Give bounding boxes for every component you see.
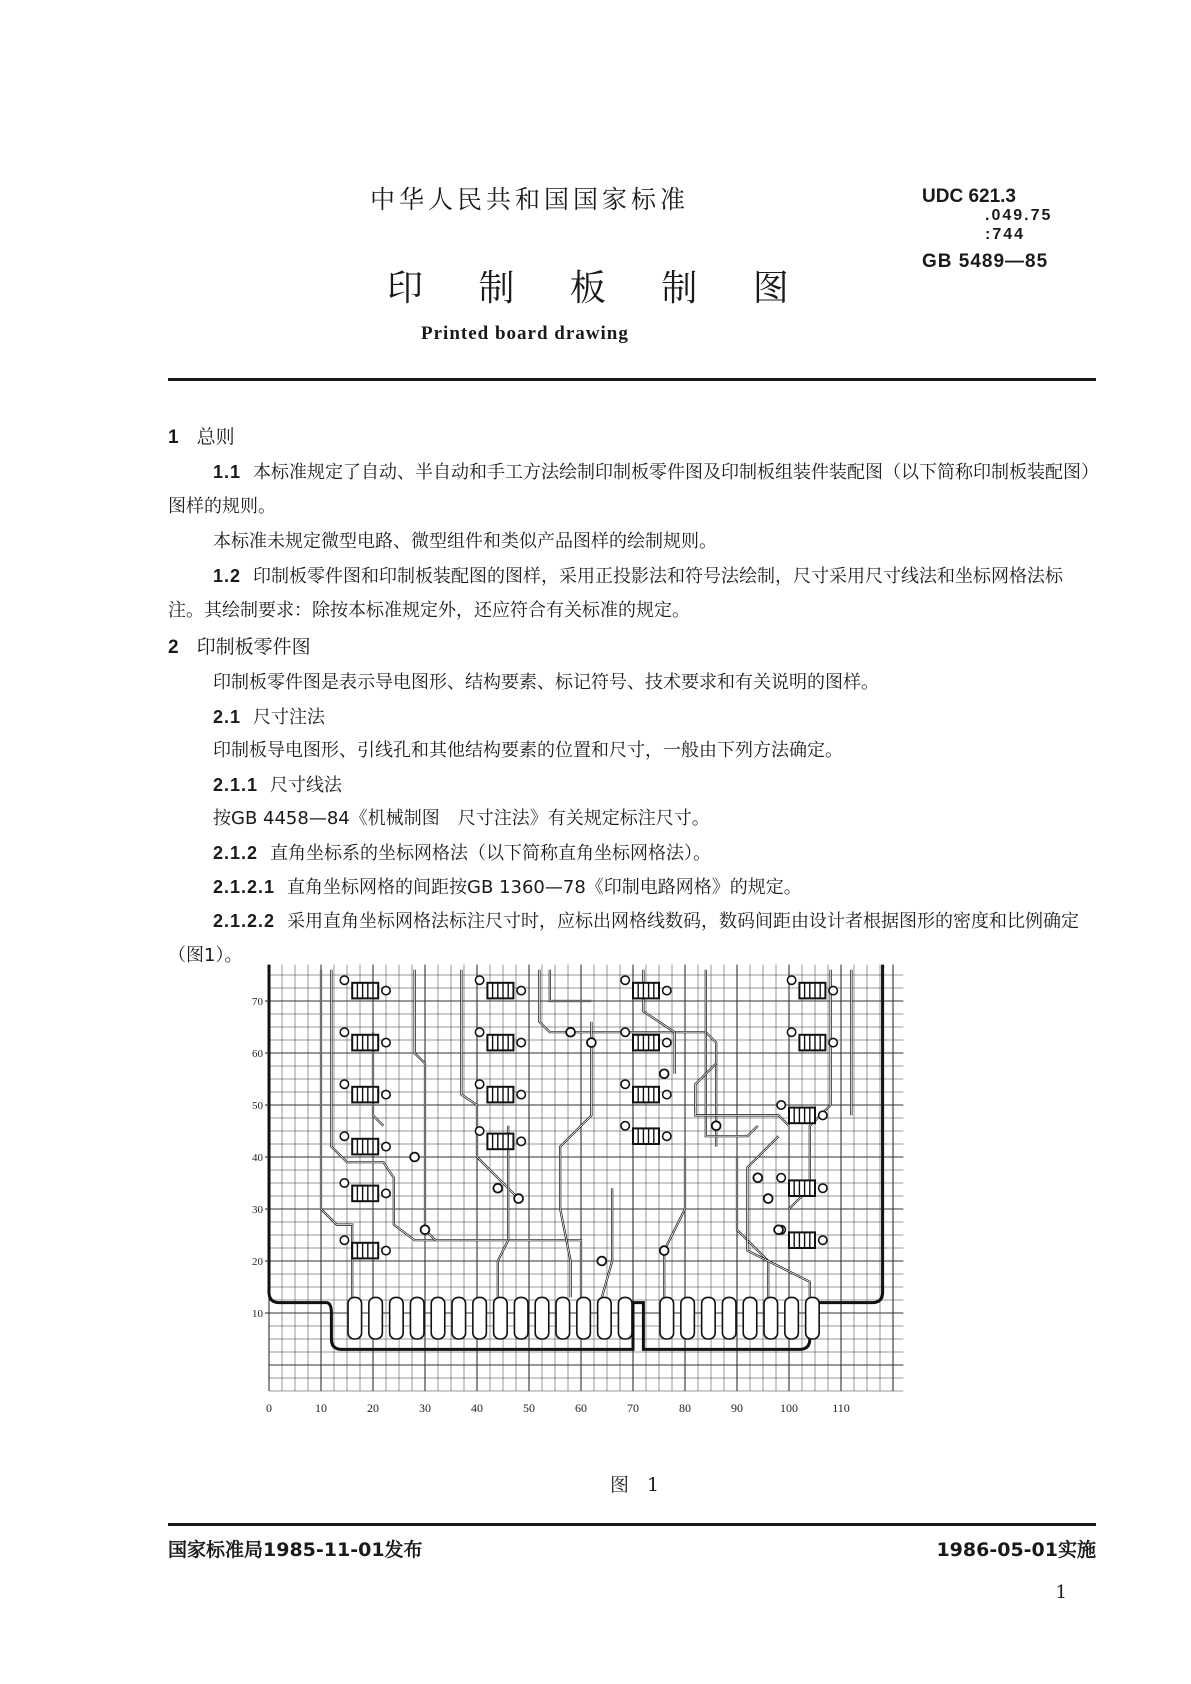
y-tick-label: 20 <box>252 1256 263 1268</box>
para-1-1-number: 1.1 <box>213 462 242 482</box>
connector-finger <box>598 1297 612 1339</box>
footer-divider <box>168 1523 1096 1526</box>
para-1-1 <box>168 455 1096 524</box>
component-body <box>352 1243 378 1259</box>
lead-pad <box>663 1132 671 1140</box>
lead-pad <box>340 1028 348 1036</box>
connector-finger <box>348 1297 362 1339</box>
component-body <box>352 1035 378 1051</box>
x-tick-label: 90 <box>731 1400 743 1415</box>
component-body <box>633 1128 659 1144</box>
connector-finger <box>681 1297 695 1339</box>
lead-pad <box>663 1090 671 1098</box>
component-body <box>352 1186 378 1202</box>
lead-pad <box>475 976 483 984</box>
para-2-1-1-number: 2.1.1 <box>213 775 259 795</box>
lead-pad <box>382 986 390 994</box>
para-2-1-1 <box>168 768 1096 803</box>
conductor-trace <box>539 970 716 1147</box>
lead-pad <box>340 1132 348 1140</box>
via-pad <box>712 1121 721 1130</box>
section-2-title: 印制板零件图 <box>196 636 311 658</box>
via-pad <box>514 1194 523 1203</box>
conductor-trace-inner <box>550 970 592 1001</box>
x-tick-label: 110 <box>832 1400 850 1415</box>
lead-pad <box>517 986 525 994</box>
via-pad <box>566 1028 575 1037</box>
conductor-trace <box>664 1157 685 1297</box>
component-body <box>799 983 825 999</box>
x-tick-label: 30 <box>419 1400 431 1415</box>
gb-code: GB 5489—85 <box>922 251 1049 272</box>
para-2-1-2-2-number: 2.1.2.2 <box>213 911 276 931</box>
conductor-traces <box>321 970 851 1298</box>
lead-pad <box>829 986 837 994</box>
para-2-1-2-1 <box>168 870 1096 905</box>
lead-pad <box>382 1090 390 1098</box>
section-1-heading <box>168 422 235 449</box>
lead-pad <box>475 1127 483 1135</box>
via-pad <box>774 1225 783 1234</box>
via-pad <box>753 1173 762 1182</box>
section-1-title: 总则 <box>196 426 235 448</box>
x-tick-label: 60 <box>575 1400 587 1415</box>
lead-pad <box>340 1179 348 1187</box>
lead-pad <box>517 1137 525 1145</box>
lead-pad <box>475 1080 483 1088</box>
conductor-trace-inner <box>664 1157 685 1297</box>
via-pad <box>410 1153 419 1162</box>
via-pad <box>421 1225 430 1234</box>
effective-date: 1986-05-01实施 <box>936 1539 1096 1561</box>
figure-1-printed-board <box>252 980 975 1460</box>
conductor-trace-inner <box>560 1022 591 1298</box>
component-body <box>633 1035 659 1051</box>
para-1-1-b: 本标准未规定微型电路、微型组件和类似产品图样的绘制规则。 <box>213 531 717 552</box>
component-body <box>633 983 659 999</box>
para-2-1 <box>168 700 1096 735</box>
section-1-number: 1 <box>168 427 179 448</box>
lead-pad <box>777 1101 785 1109</box>
lead-pad <box>621 976 629 984</box>
lead-pad <box>621 1122 629 1130</box>
para-2-1-2-2 <box>168 904 1096 973</box>
conductor-trace-inner <box>747 1136 809 1297</box>
connector-finger <box>410 1297 424 1339</box>
page-number: 1 <box>1055 1582 1067 1603</box>
udc-line-2: .049.75 <box>985 207 1053 224</box>
connector-finger <box>722 1297 736 1339</box>
connector-finger <box>473 1297 487 1339</box>
y-tick-label: 70 <box>252 996 263 1008</box>
x-tick-label: 10 <box>315 1400 327 1415</box>
via-pad <box>597 1257 606 1266</box>
connector-finger <box>764 1297 778 1339</box>
y-tick-label: 50 <box>252 1100 263 1112</box>
connector-finger <box>369 1297 383 1339</box>
udc-block <box>922 187 1052 271</box>
lead-pad <box>475 1028 483 1036</box>
lead-pad <box>340 1080 348 1088</box>
lead-pad <box>382 1189 390 1197</box>
connector-finger <box>556 1297 570 1339</box>
x-tick-label: 70 <box>627 1400 639 1415</box>
x-tick-label: 50 <box>523 1400 535 1415</box>
connector-finger <box>514 1297 528 1339</box>
para-2-1-text: 尺寸注法 <box>253 707 326 728</box>
lead-pad <box>382 1038 390 1046</box>
edge-connector-fingers <box>348 1297 819 1339</box>
lead-pad <box>819 1236 827 1244</box>
para-1-2-number: 1.2 <box>213 566 242 586</box>
lead-pad <box>382 1246 390 1254</box>
lead-pad <box>777 1174 785 1182</box>
lead-pad <box>787 1028 795 1036</box>
component-body <box>487 1035 513 1051</box>
lead-pad <box>787 976 795 984</box>
title-en: Printed board drawing <box>421 323 629 344</box>
para-2-1-2-text: 直角坐标系的坐标网格法（以下简称直角坐标网格法）。 <box>270 843 712 864</box>
connector-finger <box>743 1297 757 1339</box>
x-tick-label: 100 <box>780 1400 798 1415</box>
standard-name: 中华人民共和国国家标准 <box>370 185 690 214</box>
para-1-2-text: 印制板零件图和印制板装配图的图样，采用正投影法和符号法绘制，尺寸采用尺寸线法和坐标网格法标注。其绘制要求：除按本标准规定外，还应符合有关标准的规定。 <box>168 566 1064 621</box>
conductor-trace <box>550 970 592 1001</box>
lead-pad <box>340 1236 348 1244</box>
y-tick-label: 30 <box>252 1204 263 1216</box>
para-2-1-2-1-text: 直角坐标网格的间距按GB 1360—78《印制电路网格》的规定。 <box>287 877 802 898</box>
connector-finger <box>494 1297 508 1339</box>
x-tick-label: 40 <box>471 1400 483 1415</box>
para-2-1-2-number: 2.1.2 <box>213 843 259 863</box>
x-tick-label: 20 <box>367 1400 379 1415</box>
component-body <box>487 1134 513 1150</box>
para-2-1-1-text: 尺寸线法 <box>270 775 343 796</box>
section-2-heading <box>168 632 311 659</box>
para-2-1-1-b: 按GB 4458—84《机械制图 尺寸注法》有关规定标注尺寸。 <box>213 808 710 829</box>
connector-finger <box>785 1297 799 1339</box>
connector-finger <box>452 1297 466 1339</box>
para-2-intro: 印制板零件图是表示导电图形、结构要素、标记符号、技术要求和有关说明的图样。 <box>213 672 879 693</box>
via-pad <box>493 1184 502 1193</box>
header-divider <box>168 378 1096 381</box>
section-2-number: 2 <box>168 637 179 658</box>
component-body <box>633 1087 659 1103</box>
connector-finger <box>702 1297 716 1339</box>
component-body <box>799 1035 825 1051</box>
lead-pad <box>819 1111 827 1119</box>
issuer-line: 国家标准局1985-11-01发布 <box>168 1539 423 1561</box>
para-2-1-2-2-text: 采用直角坐标网格法标注尺寸时，应标出网格线数码，数码间距由设计者根据图形的密度和比例确定（图1）。 <box>168 911 1080 966</box>
component-body <box>789 1180 815 1196</box>
udc-line-3: :744 <box>985 226 1026 243</box>
para-1-1-text: 本标准规定了自动、半自动和手工方法绘制印制板零件图及印制板组装件装配图（以下简称印制板装配图）图样的规则。 <box>168 462 1091 517</box>
para-2-1-2 <box>168 836 1096 871</box>
component-body <box>487 983 513 999</box>
lead-pad <box>829 1038 837 1046</box>
lead-pad <box>340 976 348 984</box>
y-tick-label: 10 <box>252 1308 263 1320</box>
lead-pad <box>819 1184 827 1192</box>
lead-pad <box>663 986 671 994</box>
component-body <box>352 1087 378 1103</box>
component-body <box>789 1108 815 1124</box>
component-body <box>352 983 378 999</box>
connector-finger <box>806 1297 820 1339</box>
para-2-1-2-1-number: 2.1.2.1 <box>213 877 276 897</box>
component-body <box>487 1087 513 1103</box>
component-body <box>352 1139 378 1155</box>
connector-finger <box>431 1297 445 1339</box>
connector-finger <box>660 1297 674 1339</box>
x-tick-label: 80 <box>679 1400 691 1415</box>
lead-pad <box>621 1080 629 1088</box>
para-2-1-b: 印制板导电图形、引线孔和其他结构要素的位置和尺寸，一般由下列方法确定。 <box>213 740 843 761</box>
connector-finger <box>390 1297 404 1339</box>
lead-pad <box>517 1090 525 1098</box>
x-tick-label: 0 <box>266 1400 272 1415</box>
conductor-trace <box>695 1063 789 1125</box>
conductor-trace-inner <box>789 970 831 1209</box>
connector-finger <box>577 1297 591 1339</box>
title-cn: 印 制 板 制 图 <box>387 268 811 309</box>
lead-pad <box>382 1142 390 1150</box>
figure-caption: 图 1 <box>610 1474 666 1496</box>
via-pad <box>660 1069 669 1078</box>
udc-line-1: UDC 621.3 <box>922 186 1016 207</box>
connector-finger <box>535 1297 549 1339</box>
y-tick-label: 60 <box>252 1048 263 1060</box>
para-2-1-number: 2.1 <box>213 707 242 727</box>
y-tick-label: 40 <box>252 1152 263 1164</box>
connector-finger <box>618 1297 632 1339</box>
conductor-trace <box>747 1136 809 1297</box>
conductor-trace <box>560 1022 591 1298</box>
via-pad <box>587 1038 596 1047</box>
lead-pad <box>621 1028 629 1036</box>
lead-pad <box>517 1038 525 1046</box>
component-body <box>789 1232 815 1248</box>
via-pad <box>764 1194 773 1203</box>
conductor-trace-inner <box>539 970 716 1147</box>
via-pad <box>660 1246 669 1255</box>
lead-pad <box>663 1038 671 1046</box>
para-1-2 <box>168 559 1096 628</box>
